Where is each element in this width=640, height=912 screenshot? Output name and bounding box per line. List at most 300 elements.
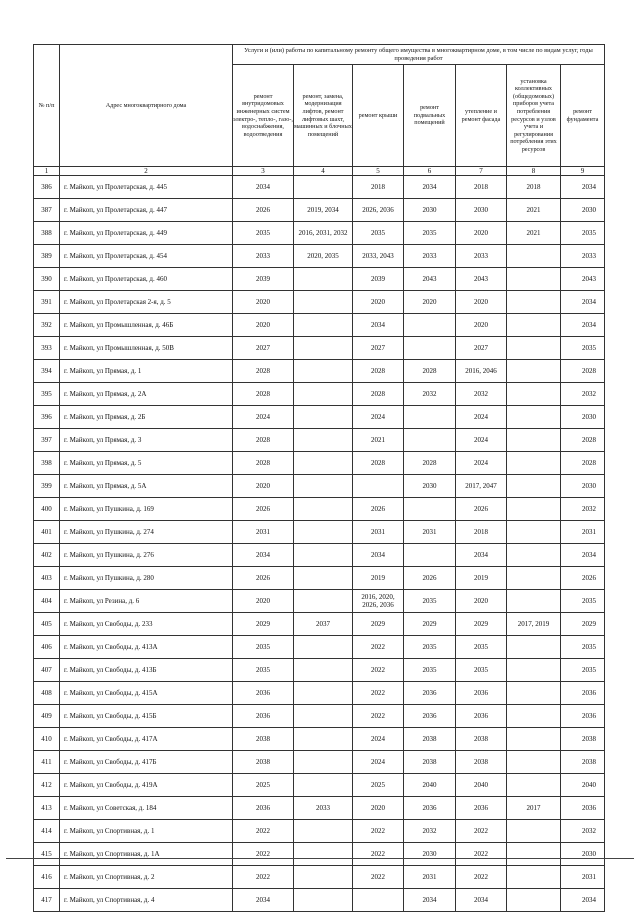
facade-year-cell: 2024	[456, 429, 507, 452]
foundation-year-cell: 2026	[561, 567, 605, 590]
basement-year-cell: 2035	[404, 659, 456, 682]
roof-year-cell: 2024	[353, 406, 404, 429]
row-number-cell: 390	[34, 268, 60, 291]
table-row	[34, 613, 605, 636]
utility-systems-year-cell: 2027	[233, 337, 294, 360]
basement-year-cell: 2033	[404, 245, 456, 268]
elevators-year-cell	[294, 337, 353, 360]
basement-year-cell: 2038	[404, 751, 456, 774]
elevators-year-cell	[294, 383, 353, 406]
table-row	[34, 820, 605, 843]
elevators-year-cell: 2016, 2031, 2032	[294, 222, 353, 245]
roof-year-cell: 2022	[353, 636, 404, 659]
facade-year-cell: 2036	[456, 797, 507, 820]
utility-systems-year-cell: 2036	[233, 797, 294, 820]
facade-year-cell: 2038	[456, 751, 507, 774]
row-number-cell: 408	[34, 682, 60, 705]
facade-year-cell: 2024	[456, 452, 507, 475]
foundation-year-cell: 2031	[561, 521, 605, 544]
table-row	[34, 383, 605, 406]
meters-year-cell	[507, 889, 561, 912]
elevators-year-cell	[294, 866, 353, 889]
facade-year-cell: 2035	[456, 659, 507, 682]
table-row	[34, 268, 605, 291]
meters-year-cell	[507, 659, 561, 682]
basement-year-cell: 2035	[404, 590, 456, 613]
elevators-year-cell	[294, 728, 353, 751]
roof-year-cell: 2029	[353, 613, 404, 636]
header-utility-systems: ремонт внутридомовых инженерных систем электро-, тепло-, газо-, водоснабжения, водоотведения	[233, 65, 294, 167]
basement-year-cell: 2035	[404, 222, 456, 245]
utility-systems-year-cell: 2038	[233, 728, 294, 751]
foundation-year-cell: 2036	[561, 797, 605, 820]
elevators-year-cell	[294, 843, 353, 866]
table-body	[34, 176, 605, 912]
foundation-year-cell: 2034	[561, 291, 605, 314]
roof-year-cell: 2028	[353, 383, 404, 406]
table-row	[34, 337, 605, 360]
roof-year-cell: 2019	[353, 567, 404, 590]
column-number: 6	[404, 167, 456, 176]
table-row	[34, 291, 605, 314]
row-number-cell: 399	[34, 475, 60, 498]
facade-year-cell: 2020	[456, 314, 507, 337]
facade-year-cell: 2035	[456, 636, 507, 659]
facade-year-cell: 2036	[456, 682, 507, 705]
row-number-cell: 409	[34, 705, 60, 728]
foundation-year-cell: 2031	[561, 866, 605, 889]
facade-year-cell: 2022	[456, 866, 507, 889]
foundation-year-cell: 2036	[561, 705, 605, 728]
utility-systems-year-cell: 2034	[233, 889, 294, 912]
meters-year-cell: 2021	[507, 199, 561, 222]
table-row	[34, 498, 605, 521]
meters-year-cell	[507, 728, 561, 751]
header-number: № п/п	[34, 45, 60, 167]
foundation-year-cell: 2038	[561, 751, 605, 774]
basement-year-cell: 2031	[404, 521, 456, 544]
row-number-cell: 388	[34, 222, 60, 245]
meters-year-cell	[507, 406, 561, 429]
address-cell: г. Майкоп, ул Пушкина, д. 280	[60, 567, 233, 590]
roof-year-cell: 2021	[353, 429, 404, 452]
foundation-year-cell: 2035	[561, 590, 605, 613]
meters-year-cell	[507, 866, 561, 889]
header-facade: утепление и ремонт фасада	[456, 65, 507, 167]
facade-year-cell: 2022	[456, 820, 507, 843]
basement-year-cell: 2036	[404, 682, 456, 705]
foundation-year-cell: 2030	[561, 406, 605, 429]
row-number-cell: 386	[34, 176, 60, 199]
facade-year-cell: 2026	[456, 498, 507, 521]
column-number: 9	[561, 167, 605, 176]
elevators-year-cell	[294, 889, 353, 912]
basement-year-cell: 2032	[404, 383, 456, 406]
elevators-year-cell: 2019, 2034	[294, 199, 353, 222]
address-cell: г. Майкоп, ул Пролетарская 2-я, д. 5	[60, 291, 233, 314]
roof-year-cell: 2016, 2020, 2026, 2036	[353, 590, 404, 613]
elevators-year-cell	[294, 705, 353, 728]
facade-year-cell: 2024	[456, 406, 507, 429]
facade-year-cell: 2019	[456, 567, 507, 590]
table-row	[34, 314, 605, 337]
utility-systems-year-cell: 2028	[233, 360, 294, 383]
meters-year-cell	[507, 521, 561, 544]
column-number: 1	[34, 167, 60, 176]
utility-systems-year-cell: 2025	[233, 774, 294, 797]
basement-year-cell: 2036	[404, 797, 456, 820]
address-cell: г. Майкоп, ул Спортивная, д. 1А	[60, 843, 233, 866]
meters-year-cell	[507, 682, 561, 705]
roof-year-cell: 2020	[353, 291, 404, 314]
elevators-year-cell	[294, 452, 353, 475]
table-row	[34, 521, 605, 544]
basement-year-cell: 2029	[404, 613, 456, 636]
meters-year-cell	[507, 774, 561, 797]
facade-year-cell: 2032	[456, 383, 507, 406]
basement-year-cell: 2026	[404, 567, 456, 590]
basement-year-cell	[404, 314, 456, 337]
address-cell: г. Майкоп, ул Спортивная, д. 4	[60, 889, 233, 912]
utility-systems-year-cell: 2026	[233, 567, 294, 590]
address-cell: г. Майкоп, ул Спортивная, д. 2	[60, 866, 233, 889]
foundation-year-cell: 2035	[561, 636, 605, 659]
table-row	[34, 429, 605, 452]
roof-year-cell: 2028	[353, 360, 404, 383]
roof-year-cell: 2039	[353, 268, 404, 291]
foundation-year-cell: 2028	[561, 452, 605, 475]
meters-year-cell	[507, 337, 561, 360]
meters-year-cell	[507, 636, 561, 659]
address-cell: г. Майкоп, ул Свободы, д. 417Б	[60, 751, 233, 774]
row-number-cell: 414	[34, 820, 60, 843]
elevators-year-cell	[294, 659, 353, 682]
elevators-year-cell	[294, 820, 353, 843]
facade-year-cell: 2020	[456, 291, 507, 314]
address-cell: г. Майкоп, ул Прямая, д. 5А	[60, 475, 233, 498]
table-row	[34, 728, 605, 751]
foundation-year-cell: 2036	[561, 682, 605, 705]
basement-year-cell	[404, 429, 456, 452]
elevators-year-cell	[294, 475, 353, 498]
address-cell: г. Майкоп, ул Промышленная, д. 46Б	[60, 314, 233, 337]
header-basement: ремонт подвальных помещений	[404, 65, 456, 167]
row-number-cell: 387	[34, 199, 60, 222]
foundation-year-cell: 2034	[561, 544, 605, 567]
utility-systems-year-cell: 2020	[233, 475, 294, 498]
column-number: 7	[456, 167, 507, 176]
address-cell: г. Майкоп, ул Прямая, д. 1	[60, 360, 233, 383]
basement-year-cell: 2043	[404, 268, 456, 291]
row-number-cell: 392	[34, 314, 60, 337]
column-number: 5	[353, 167, 404, 176]
basement-year-cell: 2028	[404, 452, 456, 475]
basement-year-cell	[404, 498, 456, 521]
table-row	[34, 682, 605, 705]
address-cell: г. Майкоп, ул Свободы, д. 415А	[60, 682, 233, 705]
facade-year-cell: 2018	[456, 521, 507, 544]
basement-year-cell	[404, 337, 456, 360]
utility-systems-year-cell: 2036	[233, 705, 294, 728]
row-number-cell: 412	[34, 774, 60, 797]
roof-year-cell: 2028	[353, 452, 404, 475]
roof-year-cell: 2022	[353, 843, 404, 866]
roof-year-cell: 2022	[353, 682, 404, 705]
meters-year-cell	[507, 475, 561, 498]
foundation-year-cell: 2032	[561, 820, 605, 843]
address-cell: г. Майкоп, ул Советская, д. 184	[60, 797, 233, 820]
utility-systems-year-cell: 2022	[233, 866, 294, 889]
roof-year-cell: 2034	[353, 314, 404, 337]
elevators-year-cell	[294, 590, 353, 613]
foundation-year-cell: 2038	[561, 728, 605, 751]
elevators-year-cell	[294, 291, 353, 314]
row-number-cell: 410	[34, 728, 60, 751]
address-cell: г. Майкоп, ул Пролетарская, д. 447	[60, 199, 233, 222]
utility-systems-year-cell: 2033	[233, 245, 294, 268]
roof-year-cell: 2018	[353, 176, 404, 199]
roof-year-cell	[353, 475, 404, 498]
table-row	[34, 751, 605, 774]
column-number-row	[34, 167, 605, 176]
basement-year-cell: 2030	[404, 843, 456, 866]
meters-year-cell	[507, 567, 561, 590]
foundation-year-cell: 2034	[561, 176, 605, 199]
column-number: 3	[233, 167, 294, 176]
row-number-cell: 396	[34, 406, 60, 429]
row-number-cell: 403	[34, 567, 60, 590]
elevators-year-cell	[294, 176, 353, 199]
basement-year-cell: 2038	[404, 728, 456, 751]
foundation-year-cell: 2035	[561, 337, 605, 360]
address-cell: г. Майкоп, ул Свободы, д. 415Б	[60, 705, 233, 728]
meters-year-cell	[507, 452, 561, 475]
address-cell: г. Майкоп, ул Пушкина, д. 276	[60, 544, 233, 567]
table-row	[34, 544, 605, 567]
facade-year-cell: 2016, 2046	[456, 360, 507, 383]
facade-year-cell: 2017, 2047	[456, 475, 507, 498]
utility-systems-year-cell: 2034	[233, 544, 294, 567]
page-divider	[6, 858, 634, 859]
table-row	[34, 176, 605, 199]
roof-year-cell: 2035	[353, 222, 404, 245]
utility-systems-year-cell: 2035	[233, 659, 294, 682]
meters-year-cell: 2021	[507, 222, 561, 245]
table-row	[34, 774, 605, 797]
table-row	[34, 199, 605, 222]
utility-systems-year-cell: 2022	[233, 843, 294, 866]
row-number-cell: 394	[34, 360, 60, 383]
row-number-cell: 400	[34, 498, 60, 521]
foundation-year-cell: 2035	[561, 659, 605, 682]
utility-systems-year-cell: 2026	[233, 199, 294, 222]
foundation-year-cell: 2030	[561, 475, 605, 498]
roof-year-cell: 2020	[353, 797, 404, 820]
facade-year-cell: 2020	[456, 222, 507, 245]
facade-year-cell: 2034	[456, 544, 507, 567]
facade-year-cell: 2034	[456, 889, 507, 912]
meters-year-cell: 2018	[507, 176, 561, 199]
table-row	[34, 889, 605, 912]
table-row	[34, 590, 605, 613]
meters-year-cell	[507, 751, 561, 774]
address-cell: г. Майкоп, ул Свободы, д. 413А	[60, 636, 233, 659]
meters-year-cell	[507, 544, 561, 567]
elevators-year-cell	[294, 314, 353, 337]
row-number-cell: 401	[34, 521, 60, 544]
table-row	[34, 567, 605, 590]
address-cell: г. Майкоп, ул Свободы, д. 417А	[60, 728, 233, 751]
facade-year-cell: 2027	[456, 337, 507, 360]
basement-year-cell: 2040	[404, 774, 456, 797]
row-number-cell: 405	[34, 613, 60, 636]
foundation-year-cell: 2029	[561, 613, 605, 636]
elevators-year-cell	[294, 360, 353, 383]
elevators-year-cell	[294, 544, 353, 567]
roof-year-cell: 2025	[353, 774, 404, 797]
address-cell: г. Майкоп, ул Прямая, д. 2Б	[60, 406, 233, 429]
row-number-cell: 413	[34, 797, 60, 820]
facade-year-cell: 2038	[456, 728, 507, 751]
roof-year-cell: 2022	[353, 705, 404, 728]
address-cell: г. Майкоп, ул Прямая, д. 2А	[60, 383, 233, 406]
elevators-year-cell	[294, 406, 353, 429]
column-number: 2	[60, 167, 233, 176]
column-number: 4	[294, 167, 353, 176]
utility-systems-year-cell: 2028	[233, 429, 294, 452]
row-number-cell: 404	[34, 590, 60, 613]
table-row	[34, 222, 605, 245]
meters-year-cell	[507, 498, 561, 521]
foundation-year-cell: 2030	[561, 199, 605, 222]
foundation-year-cell: 2043	[561, 268, 605, 291]
address-cell: г. Майкоп, ул Пролетарская, д. 449	[60, 222, 233, 245]
meters-year-cell	[507, 383, 561, 406]
address-cell: г. Майкоп, ул Пушкина, д. 169	[60, 498, 233, 521]
basement-year-cell: 2036	[404, 705, 456, 728]
roof-year-cell: 2031	[353, 521, 404, 544]
foundation-year-cell: 2028	[561, 360, 605, 383]
meters-year-cell: 2017	[507, 797, 561, 820]
foundation-year-cell: 2034	[561, 889, 605, 912]
row-number-cell: 415	[34, 843, 60, 866]
basement-year-cell: 2032	[404, 820, 456, 843]
address-cell: г. Майкоп, ул Пушкина, д. 274	[60, 521, 233, 544]
basement-year-cell: 2030	[404, 199, 456, 222]
address-cell: г. Майкоп, ул Резина, д. 6	[60, 590, 233, 613]
elevators-year-cell: 2037	[294, 613, 353, 636]
foundation-year-cell: 2033	[561, 245, 605, 268]
address-cell: г. Майкоп, ул Прямая, д. 3	[60, 429, 233, 452]
table-row	[34, 866, 605, 889]
address-cell: г. Майкоп, ул Свободы, д. 419А	[60, 774, 233, 797]
meters-year-cell	[507, 705, 561, 728]
utility-systems-year-cell: 2034	[233, 176, 294, 199]
utility-systems-year-cell: 2036	[233, 682, 294, 705]
header-address: Адрес многоквартирного дома	[60, 45, 233, 167]
table-row	[34, 843, 605, 866]
basement-year-cell: 2031	[404, 866, 456, 889]
facade-year-cell: 2020	[456, 590, 507, 613]
foundation-year-cell: 2040	[561, 774, 605, 797]
table-row	[34, 797, 605, 820]
table-row	[34, 360, 605, 383]
roof-year-cell	[353, 889, 404, 912]
basement-year-cell: 2030	[404, 475, 456, 498]
capital-repair-schedule-table	[33, 44, 605, 912]
table-row	[34, 659, 605, 682]
basement-year-cell: 2028	[404, 360, 456, 383]
facade-year-cell: 2043	[456, 268, 507, 291]
utility-systems-year-cell: 2028	[233, 452, 294, 475]
facade-year-cell: 2033	[456, 245, 507, 268]
header-meters: установка коллективных (общедомовых) приборов учета потребления ресурсов и узлов учета и регулирования потребления этих ресурсов	[507, 65, 561, 167]
row-number-cell: 402	[34, 544, 60, 567]
facade-year-cell: 2029	[456, 613, 507, 636]
elevators-year-cell: 2033	[294, 797, 353, 820]
roof-year-cell: 2033, 2043	[353, 245, 404, 268]
elevators-year-cell	[294, 636, 353, 659]
table-row	[34, 636, 605, 659]
roof-year-cell: 2022	[353, 820, 404, 843]
address-cell: г. Майкоп, ул Пролетарская, д. 445	[60, 176, 233, 199]
facade-year-cell: 2036	[456, 705, 507, 728]
meters-year-cell	[507, 360, 561, 383]
elevators-year-cell	[294, 498, 353, 521]
row-number-cell: 416	[34, 866, 60, 889]
foundation-year-cell: 2028	[561, 429, 605, 452]
elevators-year-cell	[294, 429, 353, 452]
roof-year-cell: 2024	[353, 751, 404, 774]
header-foundation: ремонт фундамента	[561, 65, 605, 167]
row-number-cell: 397	[34, 429, 60, 452]
row-number-cell: 411	[34, 751, 60, 774]
meters-year-cell	[507, 429, 561, 452]
row-number-cell: 395	[34, 383, 60, 406]
table-row	[34, 245, 605, 268]
meters-year-cell	[507, 268, 561, 291]
header-elevators: ремонт, замена, модернизация лифтов, ремонт лифтовых шахт, машинных и блочных помещений	[294, 65, 353, 167]
row-number-cell: 398	[34, 452, 60, 475]
address-cell: г. Майкоп, ул Свободы, д. 413Б	[60, 659, 233, 682]
row-number-cell: 391	[34, 291, 60, 314]
facade-year-cell: 2030	[456, 199, 507, 222]
roof-year-cell: 2026, 2036	[353, 199, 404, 222]
utility-systems-year-cell: 2020	[233, 590, 294, 613]
address-cell: г. Майкоп, ул Прямая, д. 5	[60, 452, 233, 475]
address-cell: г. Майкоп, ул Спортивная, д. 1	[60, 820, 233, 843]
roof-year-cell: 2024	[353, 728, 404, 751]
row-number-cell: 406	[34, 636, 60, 659]
roof-year-cell: 2022	[353, 866, 404, 889]
facade-year-cell: 2040	[456, 774, 507, 797]
basement-year-cell	[404, 544, 456, 567]
utility-systems-year-cell: 2039	[233, 268, 294, 291]
meters-year-cell	[507, 820, 561, 843]
basement-year-cell: 2035	[404, 636, 456, 659]
row-number-cell: 417	[34, 889, 60, 912]
elevators-year-cell	[294, 521, 353, 544]
utility-systems-year-cell: 2028	[233, 383, 294, 406]
header-services-group: Услуги и (или) работы по капитальному ремонту общего имущества в многоквартирном доме, в том числе по видам услуг, годы проведения работ	[233, 45, 605, 65]
header-roof: ремонт крыши	[353, 65, 404, 167]
foundation-year-cell: 2034	[561, 314, 605, 337]
utility-systems-year-cell: 2035	[233, 636, 294, 659]
roof-year-cell: 2026	[353, 498, 404, 521]
column-number: 8	[507, 167, 561, 176]
utility-systems-year-cell: 2024	[233, 406, 294, 429]
foundation-year-cell: 2032	[561, 383, 605, 406]
